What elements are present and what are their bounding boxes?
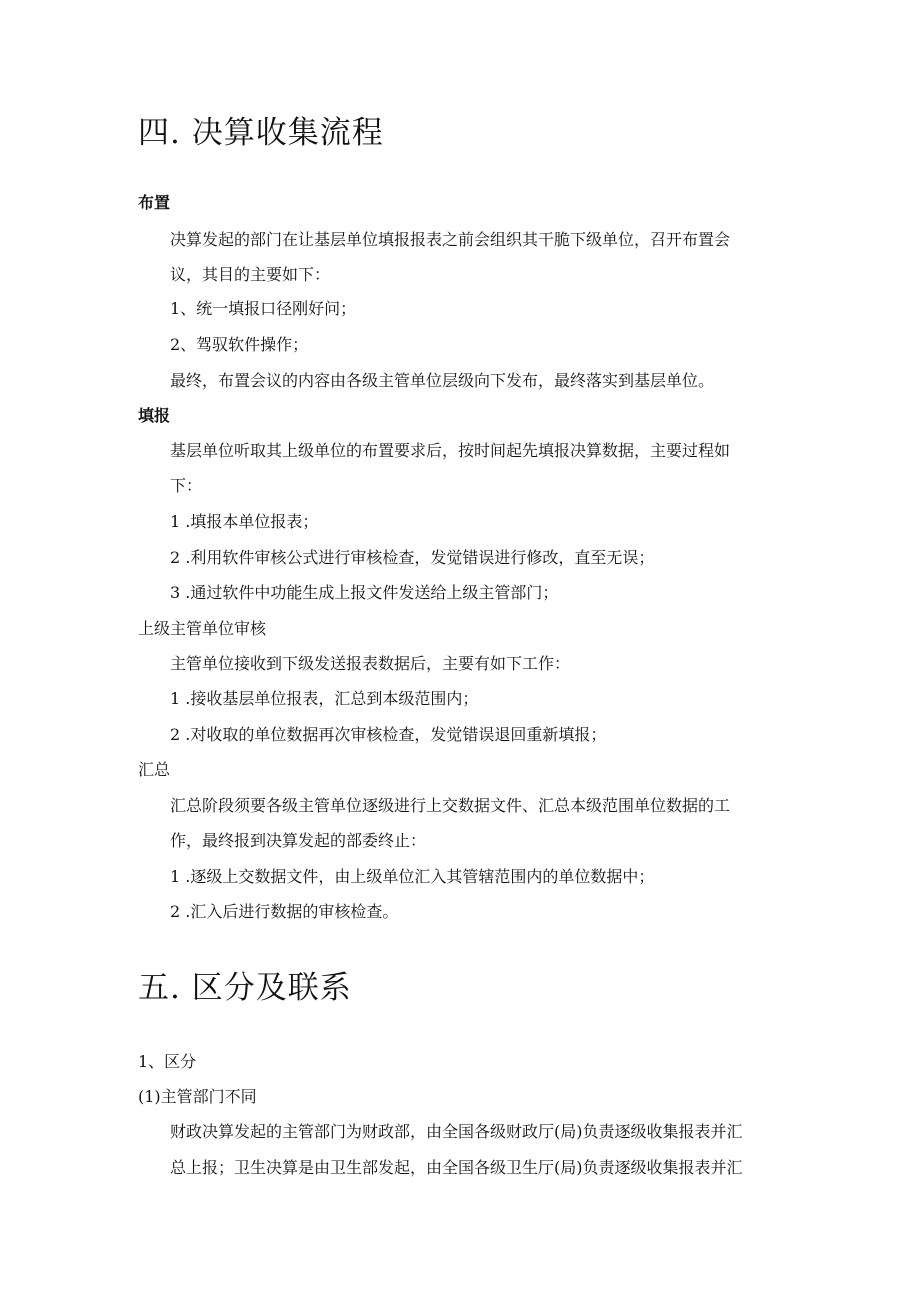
fill-item-1: 1 .填报本单位报表； [170,512,319,531]
section-4-title: 四. 决算收集流程 [138,115,384,151]
fill-intro-line-1: 基层单位听取其上级单位的布置要求后，按时间起先填报决算数据，主要过程如 [170,441,731,460]
summary-heading: 汇总 [138,760,171,779]
fill-heading: 填报 [138,406,171,425]
section-5-para-line-2: 总上报；卫生决算是由卫生部发起，由全国各级卫生厅(局)负责逐级收集报表并汇 [170,1158,743,1177]
summary-intro-line-1: 汇总阶段须要各级主管单位逐级进行上交数据文件、汇总本级范围单位数据的工 [170,796,731,815]
layout-item-1: 1、统一填报口径刚好问； [170,299,357,318]
review-intro: 主管单位接收到下级发送报表数据后，主要有如下工作： [170,654,571,673]
section-5-sub-1-1: (1)主管部门不同 [138,1087,257,1106]
review-heading: 上级主管单位审核 [138,619,267,638]
review-item-2: 2 .对收取的单位数据再次审核检查，发觉错误退回重新填报； [170,725,607,744]
layout-intro-line-1: 决算发起的部门在让基层单位填报报表之前会组织其干脆下级单位，召开布置会 [170,230,731,249]
fill-item-2: 2 .利用软件审核公式进行审核检查，发觉错误进行修改，直至无误； [170,548,655,567]
summary-intro-line-2: 作，最终报到决算发起的部委终止： [170,831,427,850]
section-5-title: 五. 区分及联系 [138,970,352,1006]
section-5-para-line-1: 财政决算发起的主管部门为财政部，由全国各级财政厅(局)负责逐级收集报表并汇 [170,1122,743,1141]
summary-item-2: 2 .汇入后进行数据的审核检查。 [170,902,399,921]
layout-heading: 布置 [138,193,171,212]
layout-conclusion: 最终，布置会议的内容由各级主管单位层级向下发布，最终落实到基层单位。 [170,371,715,390]
layout-item-2: 2、驾驭软件操作； [170,335,309,354]
summary-item-1: 1 .逐级上交数据文件，由上级单位汇入其管辖范围内的单位数据中； [170,867,655,886]
section-5-sub-1: 1、区分 [138,1052,197,1071]
fill-intro-line-2: 下： [170,476,203,495]
review-item-1: 1 .接收基层单位报表，汇总到本级范围内； [170,689,479,708]
layout-intro-line-2: 议，其目的主要如下： [170,265,331,284]
fill-item-3: 3 .通过软件中功能生成上报文件发送给上级主管部门； [170,583,559,602]
